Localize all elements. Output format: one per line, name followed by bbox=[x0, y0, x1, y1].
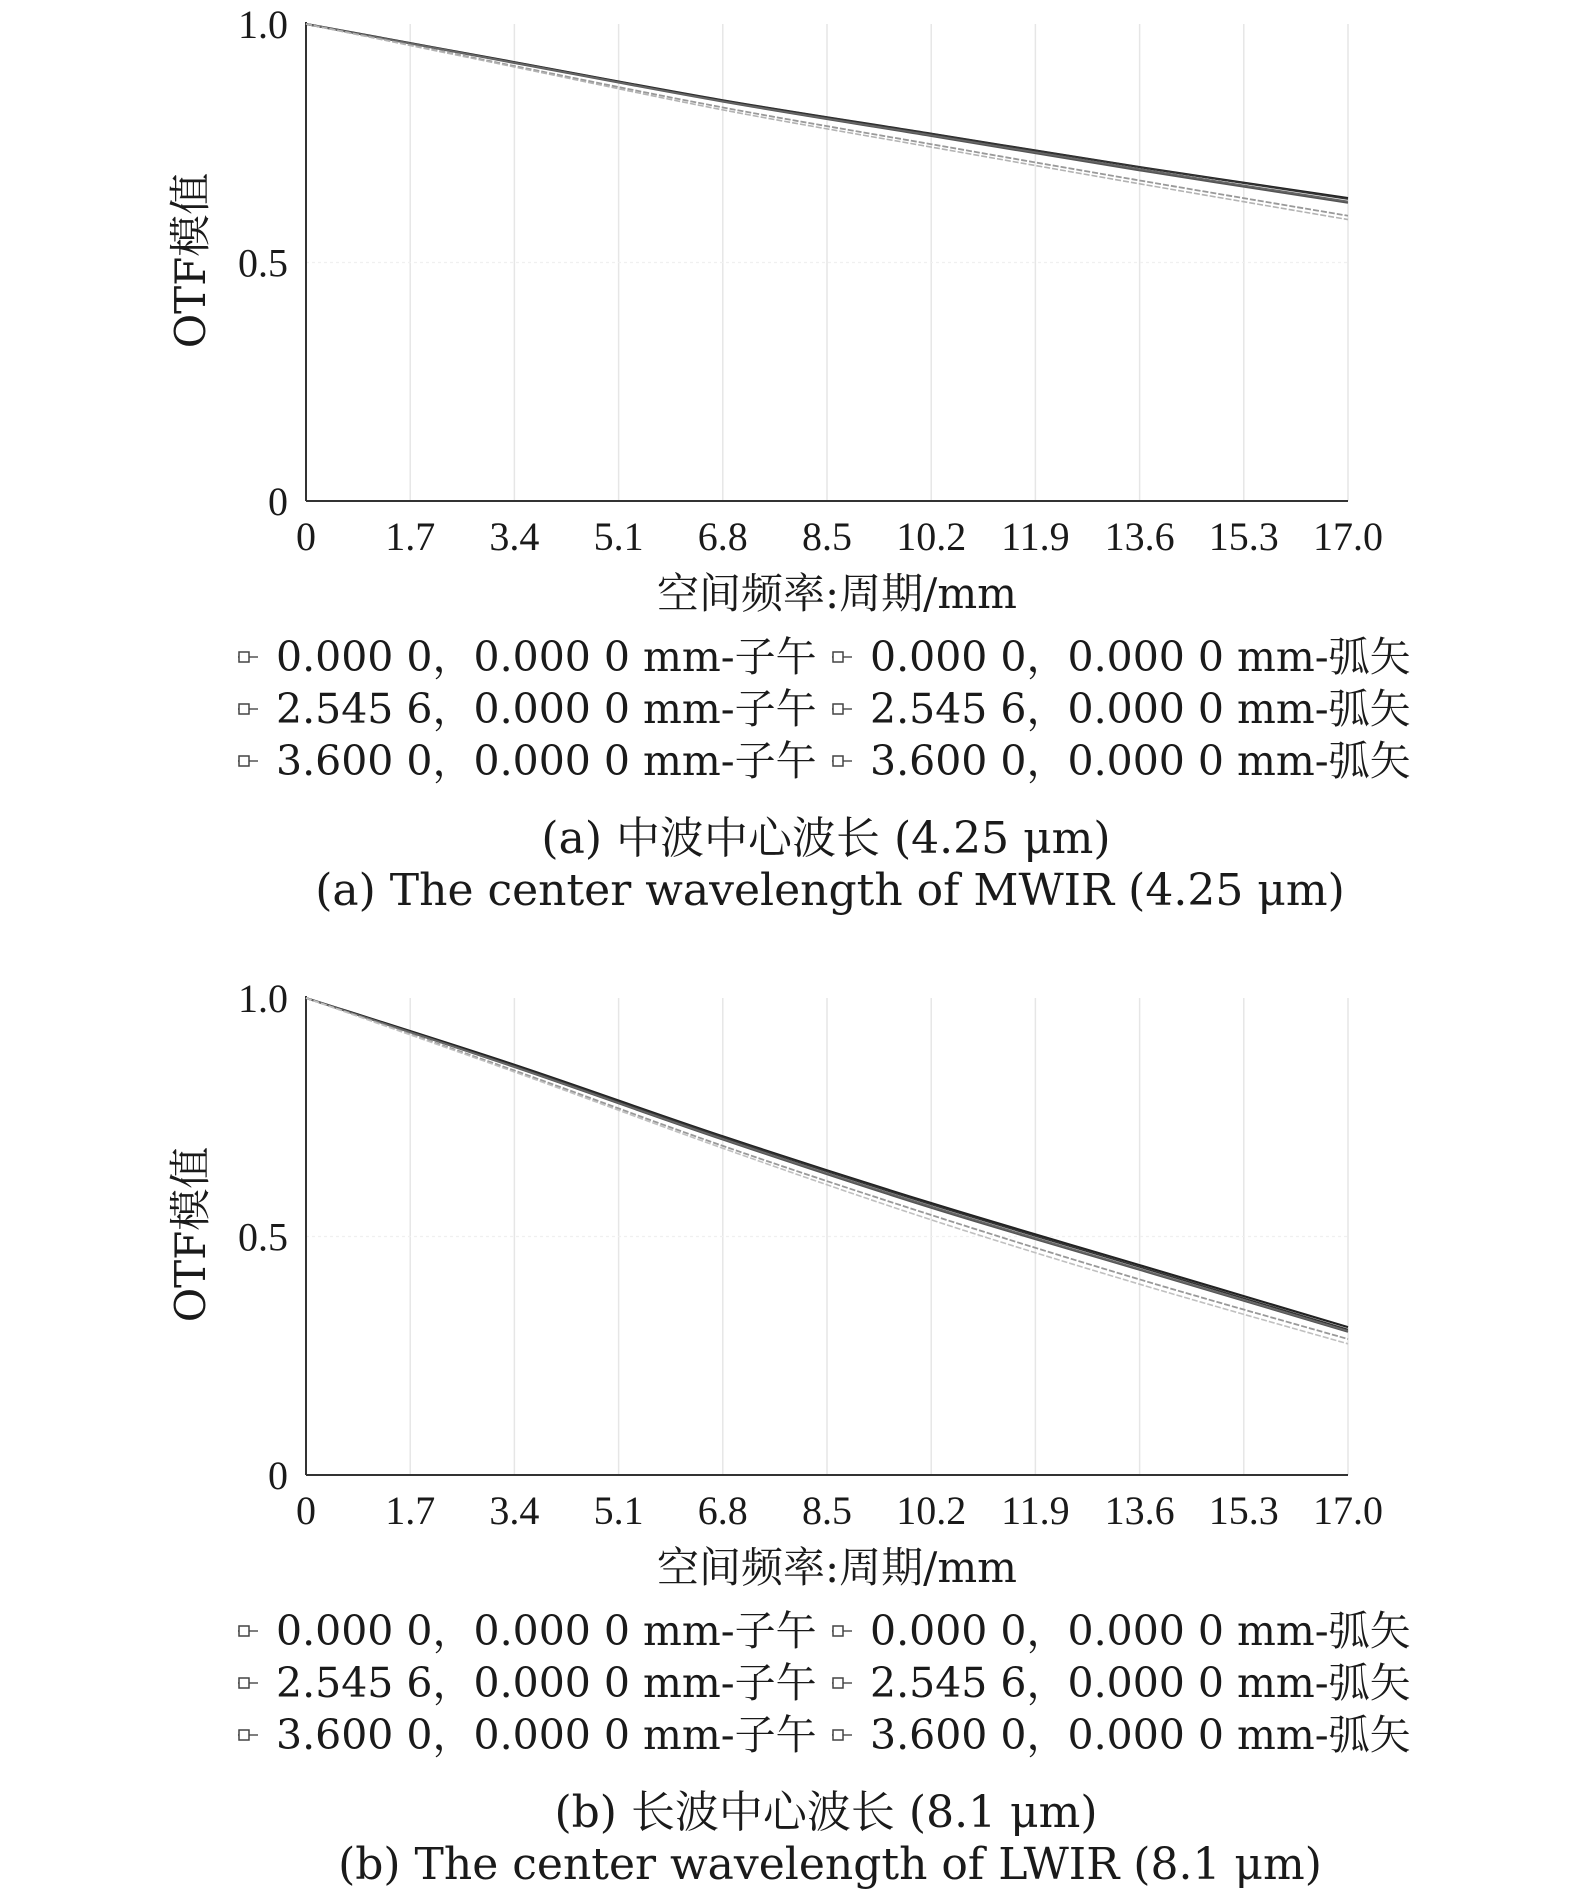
legend-marker bbox=[239, 1678, 249, 1688]
x-tick-label: 5.1 bbox=[593, 514, 644, 559]
x-tick-label: 6.8 bbox=[697, 514, 748, 559]
legend-marker bbox=[239, 1626, 249, 1636]
x-tick-label: 10.2 bbox=[896, 1488, 967, 1533]
x-tick-label: 15.3 bbox=[1208, 1488, 1279, 1533]
x-tick-label: 8.5 bbox=[802, 514, 852, 559]
y-tick-label: 0 bbox=[268, 479, 288, 524]
x-tick-label: 13.6 bbox=[1104, 514, 1175, 559]
x-tick-label: 3.4 bbox=[489, 1488, 540, 1533]
x-tick-label: 5.1 bbox=[593, 1488, 644, 1533]
legend-marker bbox=[239, 756, 249, 766]
y-tick-label: 0.5 bbox=[238, 1214, 288, 1260]
legend-entry: 0.000 0，0.000 0 mm-弧矢 bbox=[870, 1607, 1411, 1655]
legend-entry: 2.545 6，0.000 0 mm-子午 bbox=[276, 685, 817, 733]
x-axis-label: 空间频率:周期/mm bbox=[657, 1543, 1017, 1592]
caption-english: (a) The center wavelength of MWIR (4.25 μm) bbox=[315, 865, 1345, 916]
legend-entry: 0.000 0，0.000 0 mm-弧矢 bbox=[870, 633, 1411, 681]
legend-marker bbox=[833, 1678, 843, 1688]
x-tick-label: 3.4 bbox=[489, 514, 540, 559]
legend-marker bbox=[833, 1626, 843, 1636]
y-tick-label: 1.0 bbox=[238, 976, 288, 1021]
x-tick-label: 13.6 bbox=[1104, 1488, 1175, 1533]
legend-marker bbox=[833, 1730, 843, 1740]
legend-entry: 2.545 6，0.000 0 mm-弧矢 bbox=[870, 685, 1411, 733]
legend-entry: 2.545 6，0.000 0 mm-子午 bbox=[276, 1659, 817, 1707]
x-tick-label: 1.7 bbox=[385, 1488, 436, 1533]
chart-panel-1 bbox=[166, 976, 1411, 1890]
legend-entry: 0.000 0，0.000 0 mm-子午 bbox=[276, 1607, 817, 1655]
x-tick-label: 6.8 bbox=[697, 1488, 748, 1533]
y-tick-label: 0.5 bbox=[238, 240, 288, 286]
legend-entry: 0.000 0，0.000 0 mm-子午 bbox=[276, 633, 817, 681]
legend-marker bbox=[833, 652, 843, 662]
legend-entry: 3.600 0，0.000 0 mm-弧矢 bbox=[870, 737, 1411, 785]
x-axis-label: 空间频率:周期/mm bbox=[657, 569, 1017, 618]
caption-chinese: (a) 中波中心波长 (4.25 μm) bbox=[541, 813, 1111, 864]
x-tick-label: 0 bbox=[296, 1488, 316, 1533]
legend-entry: 3.600 0，0.000 0 mm-弧矢 bbox=[870, 1711, 1411, 1759]
y-axis-label: OTF模值 bbox=[166, 172, 215, 349]
legend-marker bbox=[833, 756, 843, 766]
x-tick-label: 11.9 bbox=[1001, 514, 1070, 559]
legend-marker bbox=[833, 704, 843, 714]
legend-entry: 3.600 0，0.000 0 mm-子午 bbox=[276, 1711, 817, 1759]
x-tick-label: 17.0 bbox=[1313, 514, 1383, 559]
x-tick-label: 0 bbox=[296, 514, 316, 559]
legend-marker bbox=[239, 1730, 249, 1740]
x-tick-label: 10.2 bbox=[896, 514, 967, 559]
x-tick-label: 15.3 bbox=[1208, 514, 1279, 559]
x-tick-label: 1.7 bbox=[385, 514, 436, 559]
legend-marker bbox=[239, 652, 249, 662]
x-tick-label: 11.9 bbox=[1001, 1488, 1070, 1533]
legend-entry: 3.600 0，0.000 0 mm-子午 bbox=[276, 737, 817, 785]
caption-chinese: (b) 长波中心波长 (8.1 μm) bbox=[554, 1787, 1098, 1838]
x-tick-label: 8.5 bbox=[802, 1488, 852, 1533]
chart-panel-0 bbox=[166, 2, 1411, 916]
y-tick-label: 1.0 bbox=[238, 2, 288, 47]
x-tick-label: 17.0 bbox=[1313, 1488, 1383, 1533]
y-axis-label: OTF模值 bbox=[166, 1146, 215, 1323]
legend-marker bbox=[239, 704, 249, 714]
caption-english: (b) The center wavelength of LWIR (8.1 μm) bbox=[338, 1839, 1322, 1890]
legend-entry: 2.545 6，0.000 0 mm-弧矢 bbox=[870, 1659, 1411, 1707]
y-tick-label: 0 bbox=[268, 1453, 288, 1498]
